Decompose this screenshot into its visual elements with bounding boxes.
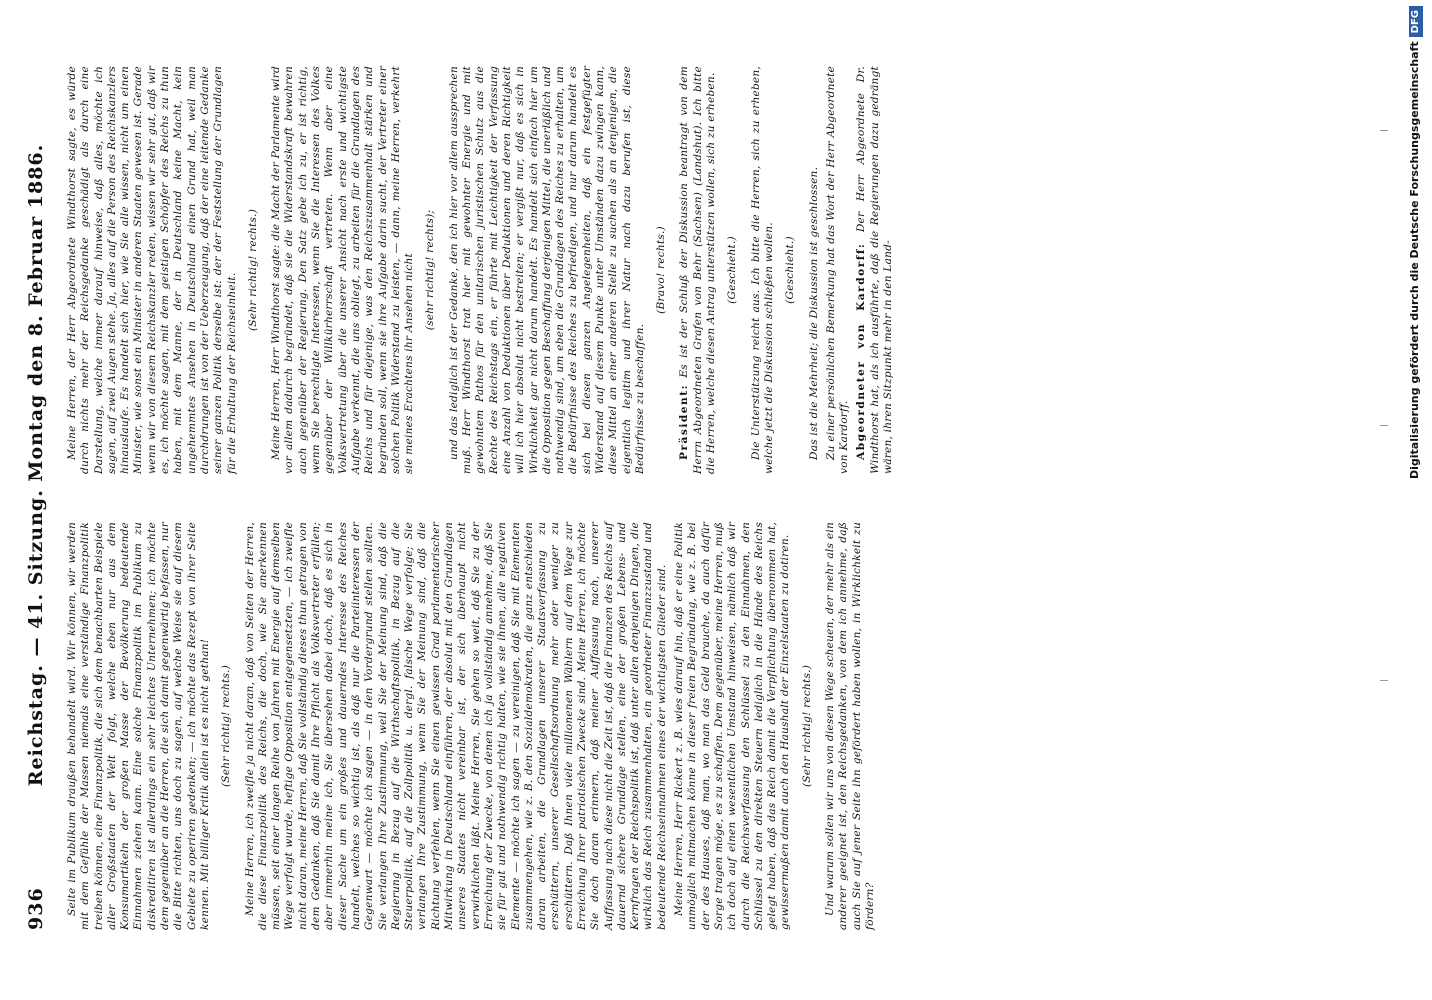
speech-text: Der Herr Abgeordnete Dr. Windthorst hat, als ich ausführte, daß die Regierungen dazu gedrängt wären, ihren Sitzpunkt mehr in den Land-: [855, 66, 895, 474]
margin-mark: [1380, 680, 1388, 681]
paragraph: Meine Herren, der Herr Abgeordnete Windthorst sagte, es würde durch nichts mehr der Reichsgedanke geschädigt als durch eine Darstellung, welche immer darauf hinweise, daß alles, möchte ich sagen, auf zwei Augen stehe. Ja, alles auf die Person des Reichskanzlers hinauslaufe. Es handelt sich hier, wie Sie alle wissen, nicht um einen Minister, wie sonst ein Minister in anderen Staaten gewesen ist. Gerade wenn wir von diesem Reichskanzler reden, wissen wir sehr gut, daß wir es, ich möchte sagen, mit dem geistigen Schöpfer des Reichs zu thun haben, mit dem Manne, der in Deutschland keine Macht, kein ungehemmtes Ansehen in Deutschland einen Grund hat, weil man durchdrungen ist von der Ueberzeugung, daß der eine leitende Gedanke seiner ganzen Politik derselbe ist: der der Feststellung der Grundlagen für die Erhaltung der Reichseinheit.: [66, 66, 238, 474]
page-number: 936: [25, 887, 47, 930]
interjection: (sehr richtig! rechts);: [424, 209, 437, 331]
margin-mark: [1380, 130, 1388, 131]
paragraph: Meine Herren, Herr Rickert z. B. wies darauf hin, daß er eine Politik unmöglich mitmachen könne in dieser freien Begründung, wie z. B. bei der des Hauses, daß man, wo man das Geld brauche, da auch dafür Sorge tragen möge, es zu schaffen. Dem gegenüber, meine Herren, muß ich doch auf einen wesentlichen Umstand hinweisen, nämlich daß wir durch die Reichsverfassung den Schlüssel zu den Einnahmen, den Schlüssel zu den direkten Steuern lediglich in die Hände des Reichs gelegt haben, daß das Reich damit die Verpflichtung übernommen hat, gewissermaßen damit auch den Haushalt der Einzelstaaten zu dotiren.: [673, 522, 792, 930]
margin-mark: [1380, 425, 1388, 426]
dfg-logo: DFG: [1409, 6, 1423, 37]
paragraph: und das lediglich ist der Gedanke, den ich hier vor allem aussprechen muß. Herr Windthorst trat hier mit gewohnter Energie und mit gewohntem Pathos für den unitarischen juristischen Schutz aus die Rechte des Reichstags ein, er führte mit Leichtigkeit der Verfassung eine Anzahl von Deduktionen über Deduktionen und deren Richtigkeit will ich hier absolut nicht bestreiten; er vergißt nur, daß es sich in Wirklichkeit gar nicht darum handelt. Es handelt sich einfach hier um die Opposition gegen Beschaffung derjenigen Mittel, die unerläßlich und nothwendig sind, um eben die Grundlagen des Reiches zu erhalten, um die Bedürfnisse des Reiches zu befriedigen, und nur darum handelt es sich bei diesen ganzen Angelegenheiten, daß ein festgefügter Widerstand auf diesem Punkte unter Umständen dazu zwingen kann, diese Mittel an einer anderen Stelle zu suchen als an denjenigen, die eigentlich legitim und ihrer Natur nach dazu berufen ist, diese Bedürfnisse zu beschaffen.: [447, 66, 646, 474]
paragraph: Meine Herren, ich zweifle ja nicht daran, daß von Seiten der Herren, die diese Finanzpolitik des Reichs, die doch, wie Sie anerkennen müssen, seit einer langen Reihe von Jahren mit Energie auf demselben Wege verfolgt wurde, heftige Opposition entgegensetzten, — ich zweifle nicht daran, meine Herren, daß Sie vollständig dieses thun getragen von dem Gedanken, daß Sie damit Ihre Pflicht als Volksvertreter erfüllen; aber immerhin meine ich, Sie übersehen dabei doch, daß es sich in dieser Sache um ein großes und dauerndes Interesse des Reiches handelt, welches so wichtig ist, als daß nur die Parteiinteressen der Gegenwart — möchte ich sagen — in den Vordergrund stellen sollten. Sie verlangen Ihre Zustimmung, weil Sie der Meinung sind, daß die Regierung in Bezug auf die Wirthschaftspolitik, in Bezug auf die Steuerpolitik, auf die Zollpolitik u. dergl. falsche Wege verfolge; Sie verlangen Ihre Zustimmung, wenn Sie der Meinung sind, daß die Richtung verfehlen, wenn Sie einen gewissen Grad parlamentarischer Mitwirkung in Deutschland einführen, der absolut mit den Grundlagen unseres Staates nicht vereinbar ist, der sich überhaupt nicht verwirklichen läßt. Meine Herren, Sie gehen so weit, daß Sie zu der Erreichung der Zwecke, von denen ich ja vollständig annehme, daß Sie sie für gut und nothwendig richtig halten, wie sie ihnen, alle negativen Elemente — möchte ich sagen — zu vereinigen, daß Sie mit Elementen zusammengehen, wie z. B. den Sozialdemokraten, die ganz entschieden daran arbeiten, die Grundlagen unserer Staatsverfassung zu erschüttern, unserer Gesellschaftsordnung mehr oder weniger zu erschüttern. Daß Ihnen viele millionenen Wählern auf dem Wege zur Erreichung Ihrer patriotischen Zwecke sind. Meine Herren, ich möchte Sie doch daran erinnern, daß meiner Auffassung nach, unserer Auffassung nach diese nicht die Zeit ist, daß die Finanzen des Reichs auf dauernd sichere Grundlage stellen, eine der großen Lebens- und Kernfragen der Reichspolitik ist, daß unter allen denjenigen Dingen, die wirklich das Reich zusammenhalten, ein geordneter Finanzzustand und bedeutende Reichseinnahmen eines der wichtigsten Glieder sind.: [243, 522, 668, 930]
digitization-notice-text: Digitalisierung gefördert durch die Deutsche Forschungsgemeinschaft: [1408, 41, 1421, 480]
interjection: (Geschieht.): [784, 236, 797, 304]
interjection: (Sehr richtig! rechts.): [246, 208, 259, 332]
paragraph: Zu einer persönlichen Bemerkung hat das Wort der Herr Abgeordnete von Kardorff.: [824, 66, 851, 474]
right-text-column: [66, 66, 1412, 474]
page-header: [22, 70, 50, 930]
paragraph: Seite im Publikum draußen behandelt wird. Wir können, wir werden mit dem Gefühle der Massen niemals eine verständige Finanzpolitik treiben können, eine Finanzpolitik, die sich dem benachbarten Beispiele aller Großstaaten der Welt folgt, welche eben nur aus dem Konsumartikeln der großen Masse der Bevölkerung bedeutende Einnahmen ziehen kann. Eine solche Finanzpolitik im Publikum zu diskreditiren ist allerdings ein sehr leichtes Unternehmen; ich möchte dem gegenüber an die Herren, die sich damit gegenwärtig befassen, nur die Bitte richten, uns doch zu sagen, auf welche Weise sie auf diesem Gebiete zu operiren gedenken; — ich möchte das Rezept von ihrer Seite kennen. Mit billiger Kritik allein ist es nicht gethan!: [66, 522, 211, 930]
left-text-column: [66, 522, 1412, 930]
interjection: (Sehr richtig! rechts.): [220, 664, 233, 788]
paragraph: Meine Herren, Herr Windthorst sagte: die Macht der Parlamente wird vor allem dadurch begründet, daß sie die Widerstandskraft bewahren auch gegenüber der Regierung. Den Satz gebe ich zu, er ist richtig, wenn Sie berechtigte Interessen, wenn Sie die Interessen des Volkes gegenüber der Willkürherrschaft vertreten. Wenn aber eine Volksvertretung über die unserer Ansicht nach erste und wichtigste Aufgabe verkennt, die uns obliegt, zu arbeiten für die Grundlagen des Reichs und für diejenige, was den Reichszusammenhalt stärken und begründen soll, wenn sie ihre Aufgabe darin sucht, der Vertreter einer solchen Politik Widerstand zu leisten, — dann, meine Herren, verkehrt sie meines Erachtens ihr Ansehen nicht: [270, 66, 416, 474]
digitization-notice: [1404, 0, 1426, 1000]
paragraph: Das ist die Mehrheit; die Diskussion ist geschlossen.: [807, 166, 820, 460]
paragraph: Die Unterstützung reicht aus. Ich bitte die Herren, sich zu erheben, welche jetzt die Diskussion schließen wollen.: [749, 66, 775, 474]
speech-text: Es ist der Schluß der Diskussion beantragt von dem Herrn Abgeordneten Grafen von Behr (Sachsen) (Landshut). Ich bitte die Herren, welche diesen Antrag unterstützen wollen, sich zu erheben.: [678, 66, 718, 474]
interjection: (Sehr richtig! rechts.): [800, 664, 813, 788]
interjection: (Bravo! rechts.): [655, 226, 668, 314]
speaker-name: Abgeordneter von Kardorff:: [855, 242, 868, 460]
paragraph: Und warum sollen wir uns von diesen Wege scheuen, der mehr als ein anderer geeignet ist, den Reichsgedanken, von dem ich annehme, daß auch Sie auf jener Seite ihn gefördert haben wollen, in Wirklichkeit zu fördern?: [824, 522, 876, 930]
running-head: Reichstag. — 41. Sitzung. Montag den 8. Februar 1886.: [25, 143, 47, 787]
digitization-sidebar: [1404, 0, 1426, 1000]
interjection: (Geschieht.): [726, 236, 739, 304]
speaker-name: Präsident:: [678, 383, 691, 460]
speaker-paragraph: [678, 66, 718, 474]
speaker-paragraph: [855, 66, 895, 474]
